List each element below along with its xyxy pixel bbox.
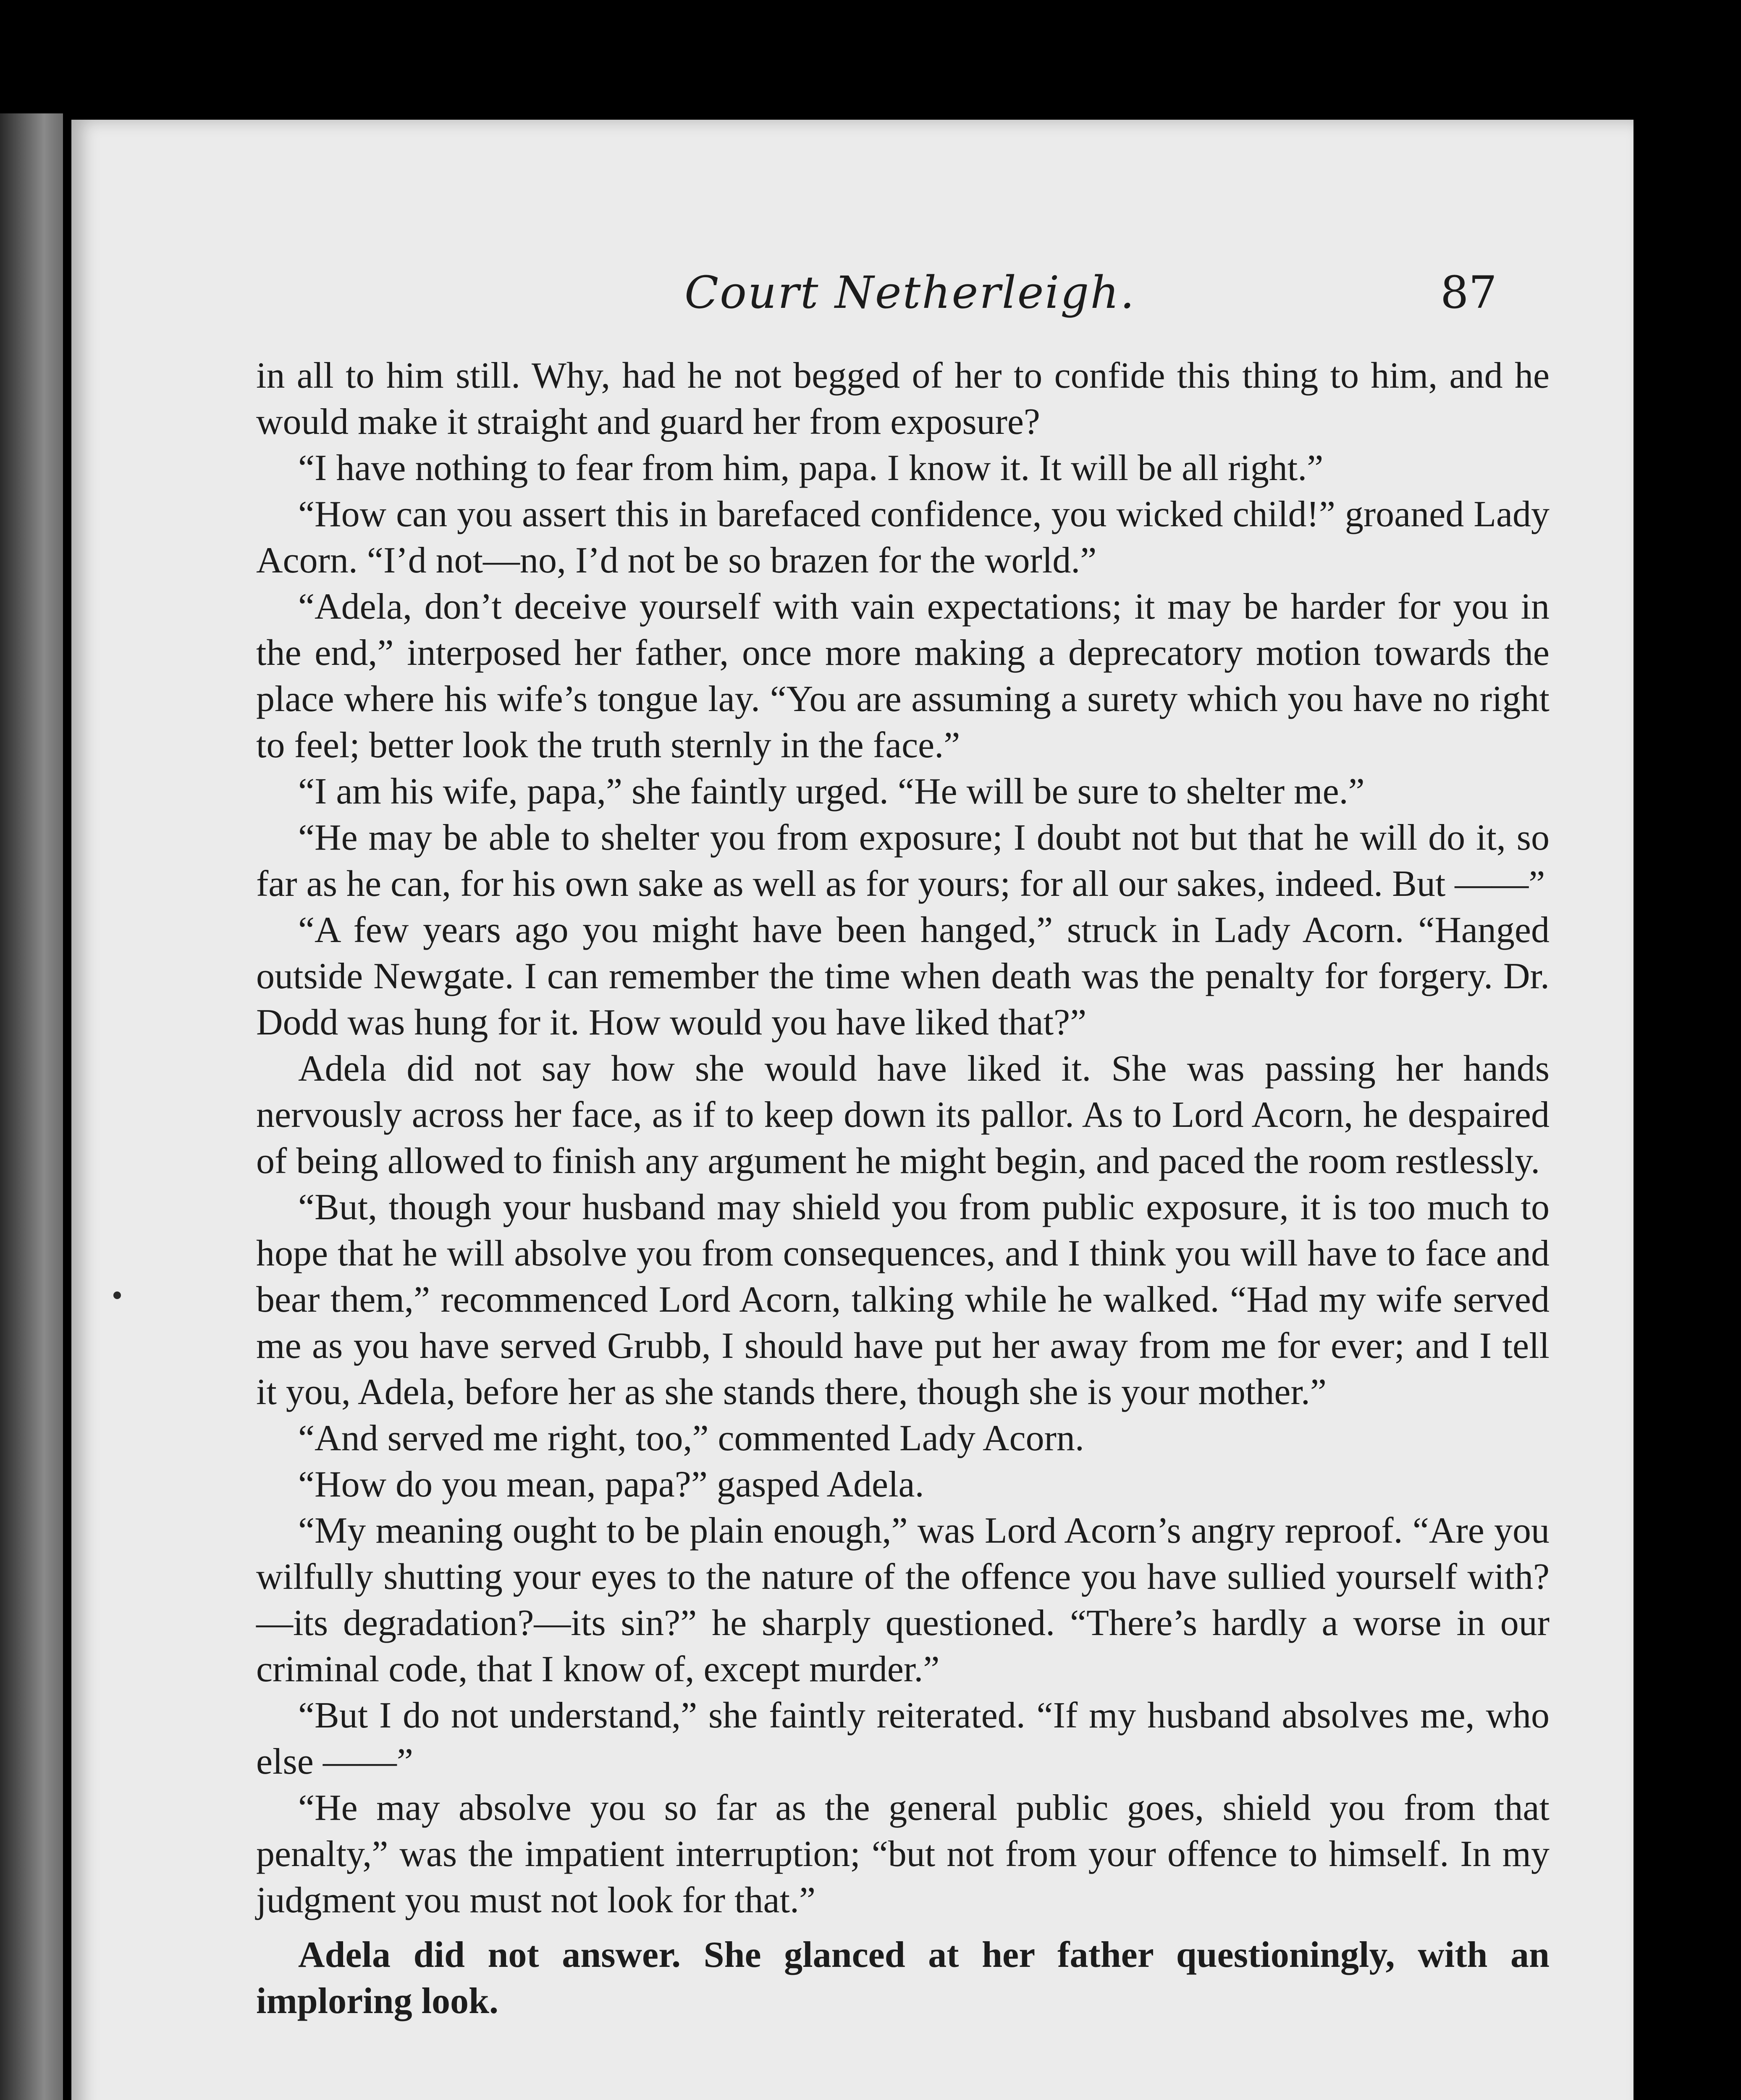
paragraph-final: Adela did not answer. She glanced at her father questioningly, with an imploring look. [256,1935,1550,2021]
paragraph: “And served me right, too,” commented Lady Acorn. [298,1418,1084,1459]
paragraph: in all to him still. Why, had he not begged of her to confide this thing to him, and he would make it straight and guard her from exposure? [256,355,1550,442]
page-header [71,267,1633,330]
running-head: Court Netherleigh. [684,267,1136,318]
paragraph: Adela did not say how she would have liked it. She was passing her hands nervously across her face, as if to keep down its pallor. As to Lord Acorn, he despaired of being allowed to finish any argument he might begin, and paced the room restlessly. [256,1048,1550,1181]
paragraph: “Adela, don’t deceive yourself with vain expectations; it may be harder for you in the end,” interposed her father, once more making a deprecatory motion towards the place where his wife’s tongue lay. “You are assuming a surety which you have no right to feel; better look the truth sternly in the face.” [256,586,1550,766]
paragraph: “My meaning ought to be plain enough,” was Lord Acorn’s angry reproof. “Are you wilfully shutting your eyes to the nature of the offence you have sullied yourself with?—its degradation?—its sin?” he sharply questioned. “There’s hardly a worse in our criminal code, that I know of, except murder.” [256,1510,1550,1690]
paragraph: “I am his wife, papa,” she faintly urged. “He will be sure to shelter me.” [298,771,1365,812]
paragraph: “I have nothing to fear from him, papa. I know it. It will be all right.” [298,448,1324,488]
margin-mark [113,1292,121,1299]
page-number: 87 [1440,267,1497,318]
paragraph: “He may be able to shelter you from exposure; I doubt not but that he will do it, so far as he can, for his own sake as well as for yours; for all our sakes, indeed. But ——” [256,817,1550,904]
paragraph: “But I do not understand,” she faintly reiterated. “If my husband absolves me, who else ——” [256,1695,1550,1782]
body-text [256,353,1550,2024]
paragraph: “A few years ago you might have been hanged,” struck in Lady Acorn. “Hanged outside Newgate. I can remember the time when death was the penalty for forgery. Dr. Dodd was hung for it. How would you have liked that?” [256,910,1550,1043]
paragraph: “How can you assert this in barefaced confidence, you wicked child!” groaned Lady Acorn. “I’d not—no, I’d not be so brazen for the world.” [256,494,1550,581]
paragraph: “How do you mean, papa?” gasped Adela. [298,1464,924,1505]
paragraph: “But, though your husband may shield you from public exposure, it is too much to hope that he will absolve you from consequences, and I think you will have to face and bear them,” recommenced Lord Acorn, talking while he walked. “Had my wife served me as you have served Grubb, I should have put her away from me for ever; and I tell it you, Adela, before her as she stands there, though she is your mother.” [256,1187,1550,1412]
facing-page-edge [0,113,63,2100]
paragraph: “He may absolve you so far as the general public goes, shield you from that penalty,” was the impatient interruption; “but not from your offence to himself. In my judgment you must not look for that.” [256,1788,1550,1921]
book-page [71,120,1633,2100]
